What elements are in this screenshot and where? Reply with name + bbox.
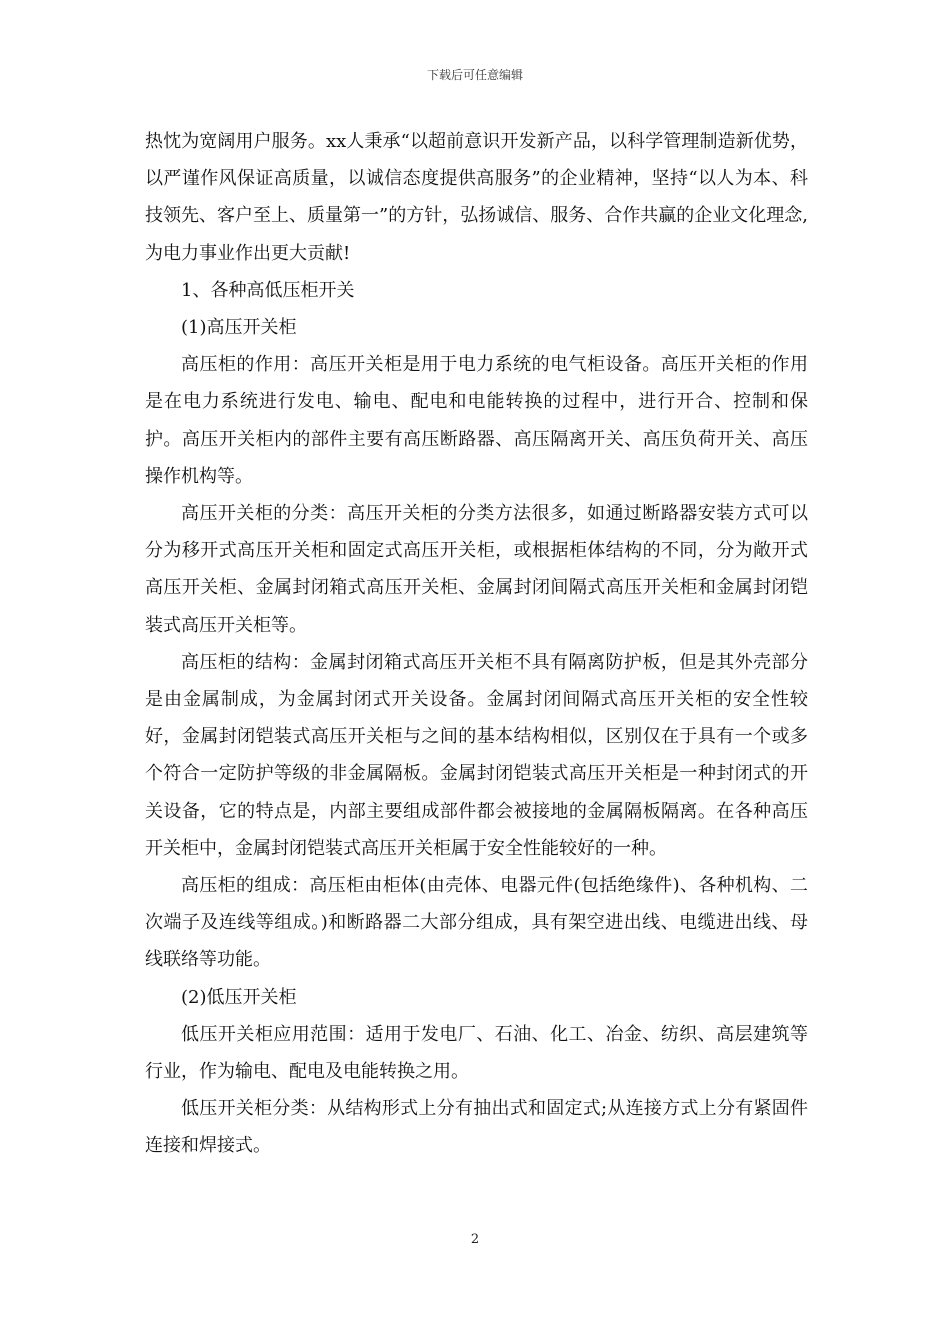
document-body [145, 123, 808, 1165]
section-heading-switchgear: 1、各种高低压柜开关 [181, 279, 355, 301]
subsection-heading-low-voltage: (2)低压开关柜 [181, 986, 297, 1008]
subsection-heading-high-voltage: (1)高压开关柜 [181, 317, 297, 339]
paragraph-hv-function: 高压柜的作用：高压开关柜是用于电力系统的电气柜设备。高压开关柜的作用是在电力系统进行发电、输电、配电和电能转换的过程中，进行开合、控制和保护。高压开关柜内的部件主要有高压断路器、高压隔离开关、高压负荷开关、高压操作机构等。 [145, 354, 808, 487]
paragraph-company-spirit: 热忱为宽阔用户服务。xx人秉承“以超前意识开发新产品，以科学管理制造新优势，以严谨作风保证高质量，以诚信态度提供高服务”的企业精神，坚持“以人为本、科技领先、客户至上、质量第一”的方针，弘扬诚信、服务、合作共赢的企业文化理念,为电力事业作出更大贡献! [145, 131, 808, 264]
paragraph-hv-classification: 高压开关柜的分类：高压开关柜的分类方法很多，如通过断路器安装方式可以分为移开式高压开关柜和固定式高压开关柜，或根据柜体结构的不同，分为敞开式高压开关柜、金属封闭箱式高压开关柜、金属封闭间隔式高压开关柜和金属封闭铠装式高压开关柜等。 [145, 503, 808, 636]
page-header-note: 下载后可任意编辑 [426, 68, 523, 82]
paragraph-hv-structure: 高压柜的结构：金属封闭箱式高压开关柜不具有隔离防护板，但是其外壳部分是由金属制成，为金属封闭式开关设备。金属封闭间隔式高压开关柜的安全性较好，金属封闭铠装式高压开关柜与之间的基本结构相似，区别仅在于具有一个或多个符合一定防护等级的非金属隔板。金属封闭铠装式高压开关柜是一种封闭式的开关设备，它的特点是，内部主要组成部件都会被接地的金属隔板隔离。在各种高压开关柜中，金属封闭铠装式高压开关柜属于安全性能较好的一种。 [145, 651, 808, 859]
paragraph-lv-classification: 低压开关柜分类：从结构形式上分有抽出式和固定式;从连接方式上分有紧固件连接和焊接式。 [145, 1098, 808, 1157]
paragraph-hv-composition: 高压柜的组成：高压柜由柜体(由壳体、电器元件(包括绝缘件)、各种机构、二次端子及连线等组成。)和断路器二大部分组成，具有架空进出线、电缆进出线、母线联络等功能。 [145, 875, 808, 971]
paragraph-lv-application: 低压开关柜应用范围：适用于发电厂、石油、化工、冶金、纺织、高层建筑等行业，作为输电、配电及电能转换之用。 [145, 1023, 808, 1083]
page-number: 2 [470, 1232, 480, 1247]
